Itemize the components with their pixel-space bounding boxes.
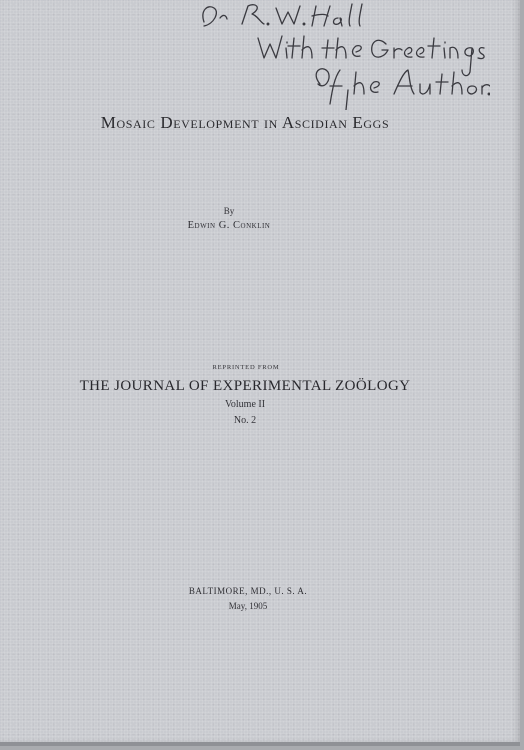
publication-date: May, 1905 bbox=[228, 601, 268, 611]
byline-by: By bbox=[223, 206, 235, 216]
page-edge-shadow bbox=[0, 742, 520, 746]
author-name: Edwin G. Conklin bbox=[187, 220, 271, 231]
inscription-signature bbox=[190, 0, 490, 110]
journal-number: No. 2 bbox=[233, 415, 257, 426]
publication-place: BALTIMORE, MD., U. S. A. bbox=[188, 586, 308, 596]
article-title: Mosaic Development in Ascidian Eggs bbox=[100, 113, 390, 132]
journal-name: THE JOURNAL OF EXPERIMENTAL ZOÖLOGY bbox=[79, 378, 411, 394]
journal-volume: Volume II bbox=[224, 399, 266, 410]
reprinted-from-label: REPRINTED FROM bbox=[212, 364, 280, 371]
handwritten-inscription bbox=[190, 0, 490, 110]
